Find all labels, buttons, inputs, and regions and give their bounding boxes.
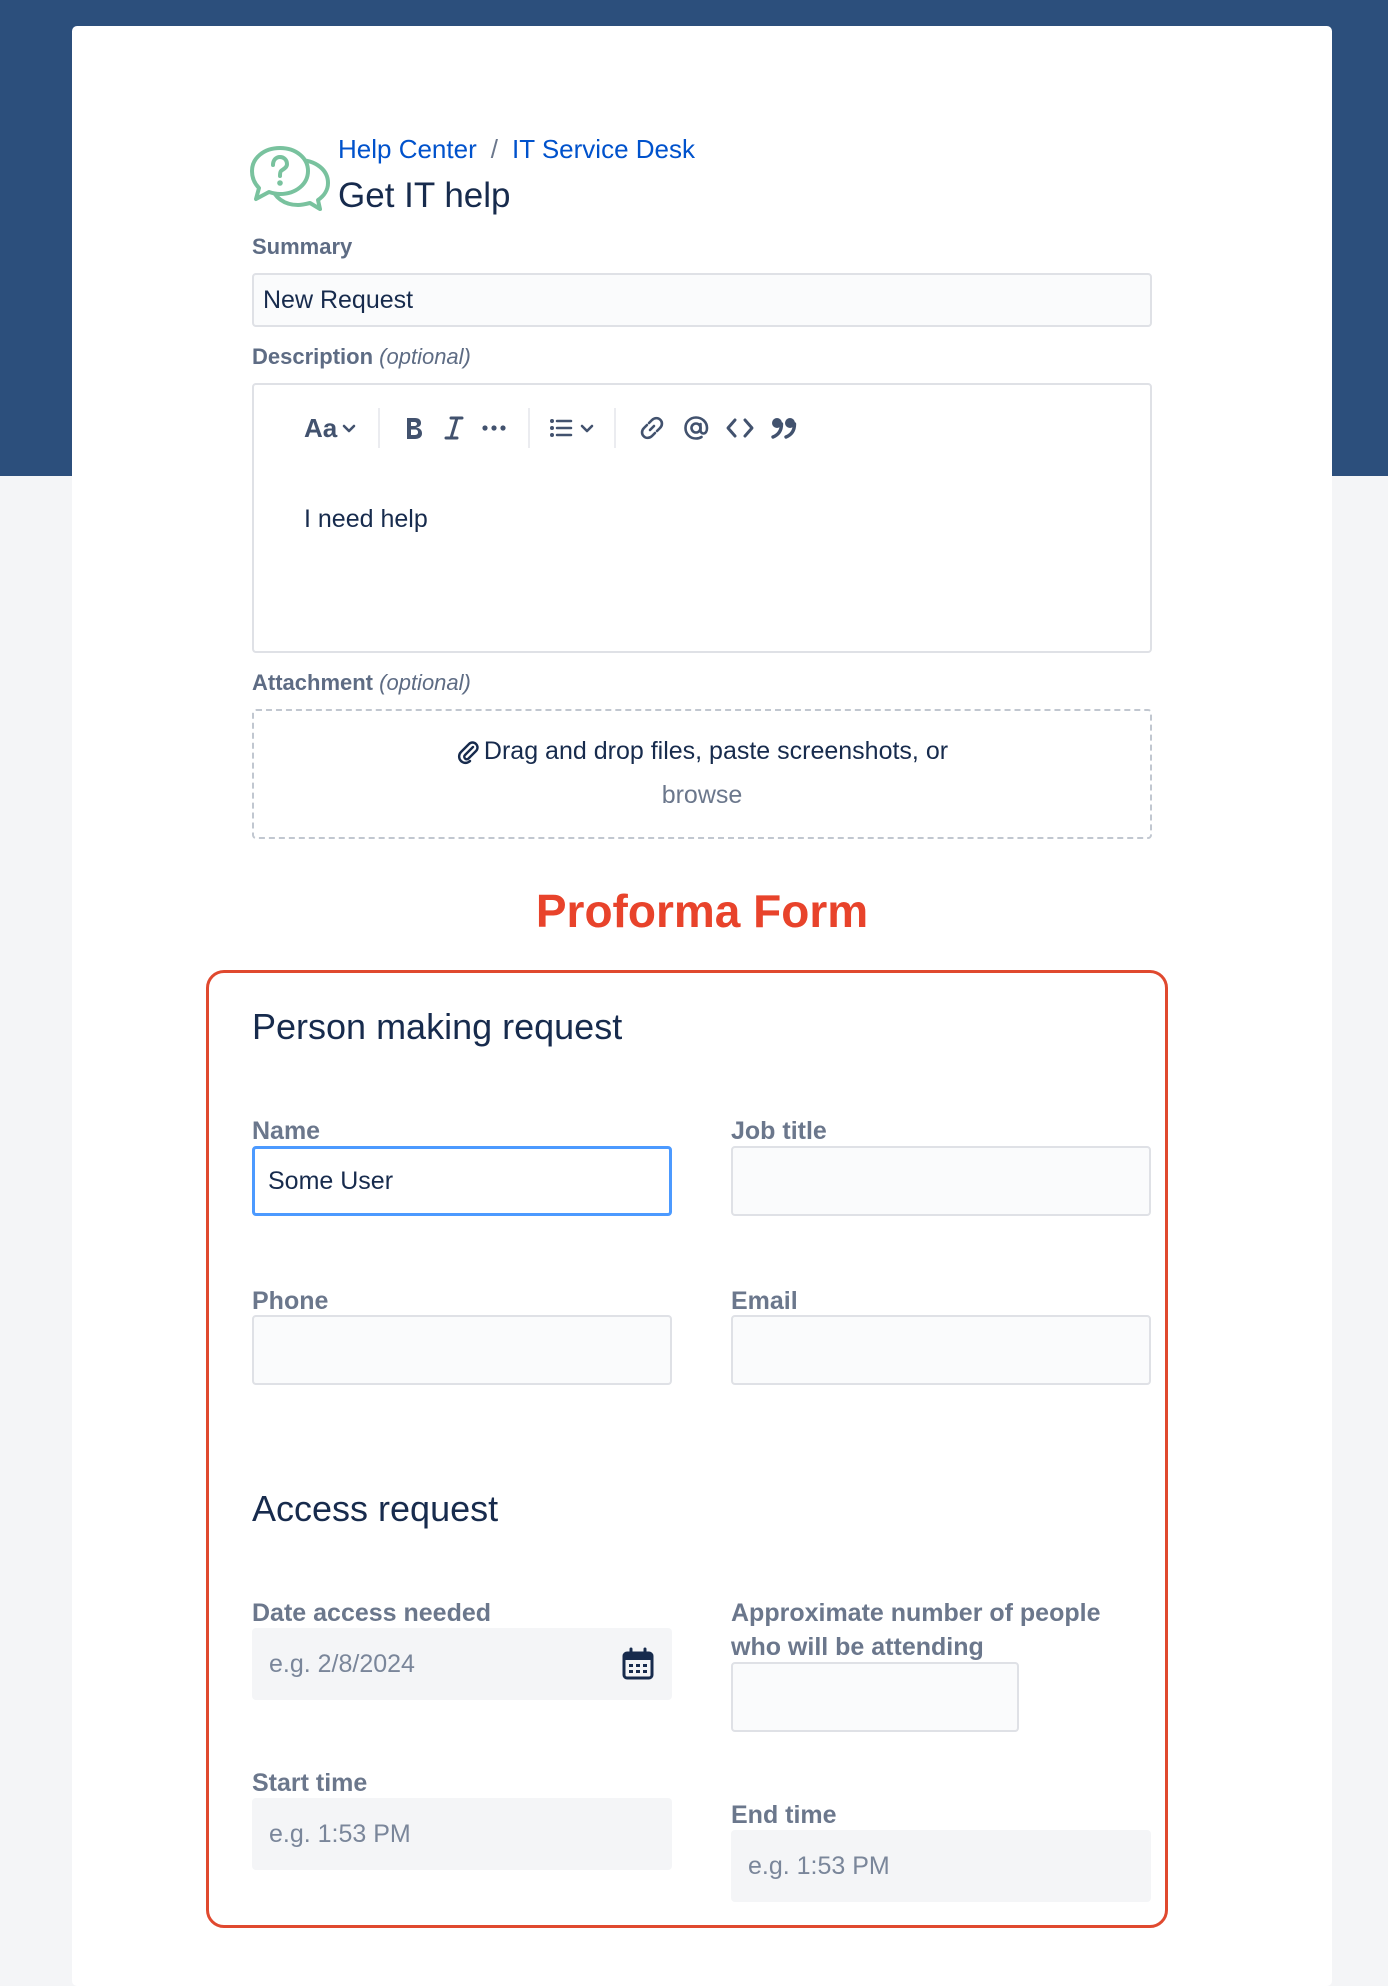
- list-button[interactable]: [544, 406, 600, 450]
- dropzone-instructions: [254, 737, 1150, 766]
- mention-button[interactable]: [674, 406, 718, 450]
- description-optional: (optional): [379, 344, 471, 369]
- end-time-input[interactable]: [731, 1830, 1151, 1902]
- attachment-label: [252, 670, 471, 696]
- section-title-access: Access request: [252, 1488, 499, 1529]
- chat-bubbles-question-icon: [250, 146, 330, 212]
- phone-input[interactable]: [252, 1315, 672, 1385]
- description-text[interactable]: I need help: [304, 505, 428, 533]
- description-label: [252, 344, 471, 370]
- email-input[interactable]: [731, 1315, 1151, 1385]
- toolbar-divider: [614, 408, 616, 448]
- summary-label: [252, 234, 352, 260]
- name-value: Some User: [268, 1166, 394, 1195]
- link-button[interactable]: [630, 406, 674, 450]
- date-placeholder: e.g. 2/8/2024: [269, 1649, 415, 1678]
- bullet-list-icon: [548, 416, 574, 440]
- people-label-line1: Approximate number of people: [731, 1599, 1101, 1627]
- start-time-label: Start time: [252, 1769, 368, 1797]
- people-label: [731, 1596, 1100, 1664]
- mention-icon: [682, 414, 710, 442]
- start-time-input[interactable]: [252, 1798, 672, 1870]
- link-icon: [638, 414, 666, 442]
- name-input[interactable]: [252, 1146, 672, 1216]
- quote-button[interactable]: [762, 406, 806, 450]
- more-formatting-button[interactable]: [474, 406, 514, 450]
- more-formatting-icon: [481, 424, 507, 432]
- bold-button[interactable]: [394, 406, 434, 450]
- proforma-heading: Proforma Form: [535, 885, 869, 937]
- breadcrumb-it-service-desk[interactable]: IT Service Desk: [511, 134, 695, 164]
- summary-label-text: Summary: [252, 234, 353, 259]
- end-time-label: End time: [731, 1801, 837, 1829]
- people-label-line2: who will be attending: [731, 1633, 984, 1661]
- description-label-text: Description: [252, 344, 374, 369]
- code-icon: [725, 415, 755, 441]
- toolbar-divider: [528, 408, 530, 448]
- attachment-dropzone[interactable]: [252, 709, 1152, 839]
- name-label: Name: [252, 1117, 321, 1145]
- text-style-label: Aa: [304, 412, 338, 443]
- start-time-placeholder: e.g. 1:53 PM: [269, 1819, 411, 1848]
- description-editor[interactable]: [252, 383, 1152, 653]
- page-title: Get IT help: [338, 176, 511, 215]
- breadcrumb: [338, 134, 695, 165]
- summary-input[interactable]: [252, 273, 1152, 327]
- phone-label: Phone: [252, 1287, 329, 1315]
- end-time-placeholder: e.g. 1:53 PM: [748, 1851, 890, 1880]
- calendar-icon[interactable]: [621, 1647, 655, 1681]
- summary-value: New Request: [263, 285, 414, 314]
- attachment-label-text: Attachment: [252, 670, 374, 695]
- breadcrumb-separator: /: [490, 134, 498, 164]
- section-title-person: Person making request: [252, 1006, 623, 1047]
- bold-icon: [401, 414, 427, 442]
- chevron-down-icon: [340, 419, 358, 437]
- toolbar-divider: [378, 408, 380, 448]
- request-card: [72, 26, 1332, 1986]
- code-button[interactable]: [718, 406, 762, 450]
- dropzone-text: Drag and drop files, paste screenshots, or: [483, 737, 949, 765]
- date-picker[interactable]: [252, 1628, 672, 1700]
- paperclip-icon: [456, 739, 480, 765]
- italic-button[interactable]: [434, 406, 474, 450]
- chevron-down-icon: [578, 419, 596, 437]
- people-count-input[interactable]: [731, 1662, 1019, 1732]
- browse-link[interactable]: browse: [661, 781, 743, 809]
- job-title-label: Job title: [731, 1117, 827, 1145]
- text-style-button[interactable]: [298, 406, 364, 450]
- email-label: Email: [731, 1287, 798, 1315]
- italic-icon: [441, 414, 467, 442]
- breadcrumb-help-center[interactable]: Help Center: [338, 134, 477, 164]
- attachment-optional: (optional): [379, 670, 471, 695]
- quote-icon: [770, 415, 798, 441]
- editor-toolbar: [298, 403, 806, 453]
- date-label: Date access needed: [252, 1599, 492, 1627]
- job-title-input[interactable]: [731, 1146, 1151, 1216]
